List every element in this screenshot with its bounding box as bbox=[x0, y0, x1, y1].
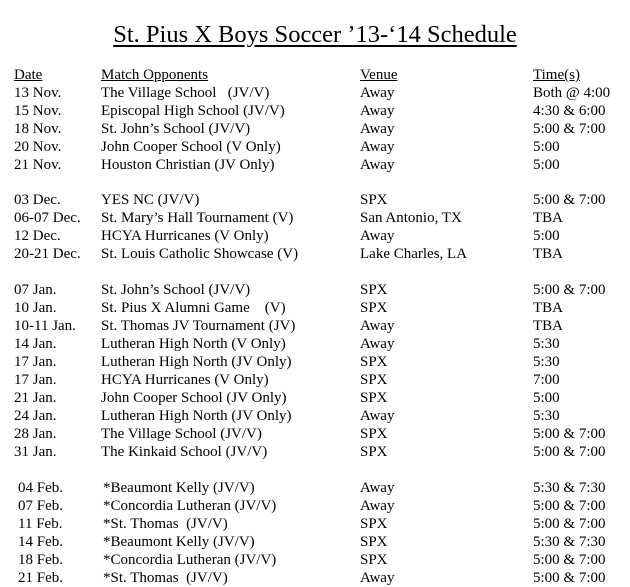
table-row bbox=[0, 533, 630, 551]
cell-date: 21 Feb. bbox=[18, 570, 63, 586]
cell-venue: Away bbox=[360, 408, 395, 424]
cell-opponent: HCYA Hurricanes (V Only) bbox=[101, 372, 269, 388]
cell-time: 5:00 & 7:00 bbox=[533, 192, 606, 208]
table-row bbox=[0, 138, 630, 156]
cell-date: 14 Feb. bbox=[18, 534, 63, 550]
header-date: Date bbox=[14, 67, 43, 83]
cell-time: 5:00 & 7:00 bbox=[533, 498, 606, 514]
cell-date: 28 Jan. bbox=[14, 426, 57, 442]
cell-date: 13 Nov. bbox=[14, 85, 62, 101]
cell-venue: Away bbox=[360, 480, 395, 496]
cell-time: 5:00 & 7:00 bbox=[533, 570, 606, 586]
cell-time: TBA bbox=[533, 318, 563, 334]
cell-date: 03 Dec. bbox=[14, 192, 61, 208]
cell-venue: SPX bbox=[360, 300, 388, 316]
cell-time: TBA bbox=[533, 300, 563, 316]
table-row bbox=[0, 245, 630, 263]
cell-opponent: HCYA Hurricanes (V Only) bbox=[101, 228, 269, 244]
cell-venue: Away bbox=[360, 570, 395, 586]
cell-time: 5:00 & 7:00 bbox=[533, 426, 606, 442]
cell-time: 5:00 & 7:00 bbox=[533, 516, 606, 532]
cell-opponent: YES NC (JV/V) bbox=[101, 192, 200, 208]
cell-venue: Lake Charles, LA bbox=[360, 246, 468, 262]
cell-venue: SPX bbox=[360, 354, 388, 370]
cell-time: 5:00 & 7:00 bbox=[533, 552, 606, 568]
cell-opponent: The Village School (JV/V) bbox=[101, 426, 262, 442]
table-row bbox=[0, 479, 630, 497]
cell-date: 15 Nov. bbox=[14, 103, 62, 119]
cell-opponent: *St. Thomas (JV/V) bbox=[103, 570, 228, 586]
cell-opponent: John Cooper School (V Only) bbox=[101, 139, 281, 155]
cell-opponent: Lutheran High North (JV Only) bbox=[101, 408, 292, 424]
cell-opponent: The Kinkaid School (JV/V) bbox=[101, 444, 268, 460]
cell-venue: SPX bbox=[360, 534, 388, 550]
header-opponents: Match Opponents bbox=[101, 67, 209, 83]
cell-venue: Away bbox=[360, 139, 395, 155]
table-row bbox=[0, 515, 630, 533]
cell-opponent: Houston Christian (JV Only) bbox=[101, 157, 275, 173]
cell-venue: SPX bbox=[360, 552, 388, 568]
cell-venue: Away bbox=[360, 336, 395, 352]
cell-venue: SPX bbox=[360, 192, 388, 208]
table-row bbox=[0, 317, 630, 335]
cell-venue: Away bbox=[360, 121, 395, 137]
cell-time: 5:00 bbox=[533, 228, 560, 244]
cell-time: 5:00 bbox=[533, 390, 560, 406]
cell-date: 12 Dec. bbox=[14, 228, 61, 244]
cell-venue: SPX bbox=[360, 516, 388, 532]
cell-venue: SPX bbox=[360, 444, 388, 460]
cell-opponent: St. Thomas JV Tournament (JV) bbox=[101, 318, 296, 334]
cell-time: 5:30 bbox=[533, 354, 560, 370]
cell-time: 5:00 & 7:00 bbox=[533, 444, 606, 460]
table-row bbox=[0, 407, 630, 425]
cell-venue: Away bbox=[360, 228, 395, 244]
cell-date: 18 Feb. bbox=[18, 552, 63, 568]
table-row bbox=[0, 299, 630, 317]
table-row bbox=[0, 335, 630, 353]
cell-date: 31 Jan. bbox=[14, 444, 57, 460]
cell-opponent: *Concordia Lutheran (JV/V) bbox=[103, 552, 277, 568]
cell-time: Both @ 4:00 bbox=[533, 85, 611, 101]
cell-date: 21 Nov. bbox=[14, 157, 62, 173]
table-row bbox=[0, 102, 630, 120]
cell-date: 21 Jan. bbox=[14, 390, 57, 406]
table-row bbox=[0, 371, 630, 389]
table-row bbox=[0, 497, 630, 515]
cell-opponent: St. John’s School (JV/V) bbox=[101, 282, 251, 298]
cell-date: 24 Jan. bbox=[14, 408, 57, 424]
table-row bbox=[0, 209, 630, 227]
cell-time: 7:00 bbox=[533, 372, 560, 388]
cell-venue: SPX bbox=[360, 390, 388, 406]
cell-time: 4:30 & 6:00 bbox=[533, 103, 606, 119]
cell-date: 10-11 Jan. bbox=[14, 318, 76, 334]
cell-venue: SPX bbox=[360, 372, 388, 388]
cell-opponent: St. Louis Catholic Showcase (V) bbox=[101, 246, 299, 262]
cell-opponent: Lutheran High North (JV Only) bbox=[101, 354, 292, 370]
cell-time: 5:30 bbox=[533, 336, 560, 352]
cell-date: 18 Nov. bbox=[14, 121, 62, 137]
table-row bbox=[0, 84, 630, 102]
table-row bbox=[0, 227, 630, 245]
header-time: Time(s) bbox=[533, 67, 580, 83]
cell-date: 10 Jan. bbox=[14, 300, 57, 316]
table-header bbox=[0, 66, 630, 84]
cell-date: 11 Feb. bbox=[18, 516, 63, 532]
table-row bbox=[0, 353, 630, 371]
cell-opponent: St. Mary’s Hall Tournament (V) bbox=[101, 210, 294, 226]
cell-opponent: *Concordia Lutheran (JV/V) bbox=[103, 498, 277, 514]
cell-venue: Away bbox=[360, 157, 395, 173]
cell-date: 07 Feb. bbox=[18, 498, 63, 514]
cell-opponent: *Beaumont Kelly (JV/V) bbox=[103, 534, 255, 550]
cell-date: 20 Nov. bbox=[14, 139, 62, 155]
cell-date: 04 Feb. bbox=[18, 480, 63, 496]
cell-time: TBA bbox=[533, 246, 563, 262]
cell-venue: Away bbox=[360, 103, 395, 119]
table-row bbox=[0, 389, 630, 407]
cell-venue: Away bbox=[360, 85, 395, 101]
cell-venue: SPX bbox=[360, 282, 388, 298]
cell-date: 20-21 Dec. bbox=[14, 246, 81, 262]
cell-venue: San Antonio, TX bbox=[360, 210, 462, 226]
cell-venue: Away bbox=[360, 318, 395, 334]
table-row bbox=[0, 425, 630, 443]
cell-date: 06-07 Dec. bbox=[14, 210, 81, 226]
cell-date: 17 Jan. bbox=[14, 372, 57, 388]
cell-time: 5:00 bbox=[533, 157, 560, 173]
cell-time: 5:30 bbox=[533, 408, 560, 424]
cell-opponent: Episcopal High School (JV/V) bbox=[101, 103, 285, 119]
cell-time: 5:30 & 7:30 bbox=[533, 480, 606, 496]
table-row bbox=[0, 120, 630, 138]
table-row bbox=[0, 281, 630, 299]
table-row bbox=[0, 551, 630, 569]
cell-opponent: St. John’s School (JV/V) bbox=[101, 121, 251, 137]
table-row bbox=[0, 191, 630, 209]
cell-opponent: The Village School (JV/V) bbox=[101, 85, 270, 101]
cell-venue: Away bbox=[360, 498, 395, 514]
cell-time: 5:00 & 7:00 bbox=[533, 282, 606, 298]
page-title: St. Pius X Boys Soccer ’13-‘14 Schedule bbox=[113, 21, 517, 48]
cell-time: 5:00 & 7:00 bbox=[533, 121, 606, 137]
header-venue: Venue bbox=[360, 67, 398, 83]
cell-date: 14 Jan. bbox=[14, 336, 57, 352]
cell-opponent: St. Pius X Alumni Game (V) bbox=[101, 300, 286, 316]
cell-opponent: *St. Thomas (JV/V) bbox=[103, 516, 228, 532]
table-row bbox=[0, 569, 630, 587]
cell-date: 07 Jan. bbox=[14, 282, 57, 298]
table-row bbox=[0, 443, 630, 461]
cell-date: 17 Jan. bbox=[14, 354, 57, 370]
cell-venue: SPX bbox=[360, 426, 388, 442]
cell-opponent: *Beaumont Kelly (JV/V) bbox=[103, 480, 255, 496]
cell-opponent: John Cooper School (JV Only) bbox=[101, 390, 287, 406]
cell-time: 5:30 & 7:30 bbox=[533, 534, 606, 550]
cell-time: 5:00 bbox=[533, 139, 560, 155]
cell-opponent: Lutheran High North (V Only) bbox=[101, 336, 286, 352]
cell-time: TBA bbox=[533, 210, 563, 226]
table-row bbox=[0, 156, 630, 174]
